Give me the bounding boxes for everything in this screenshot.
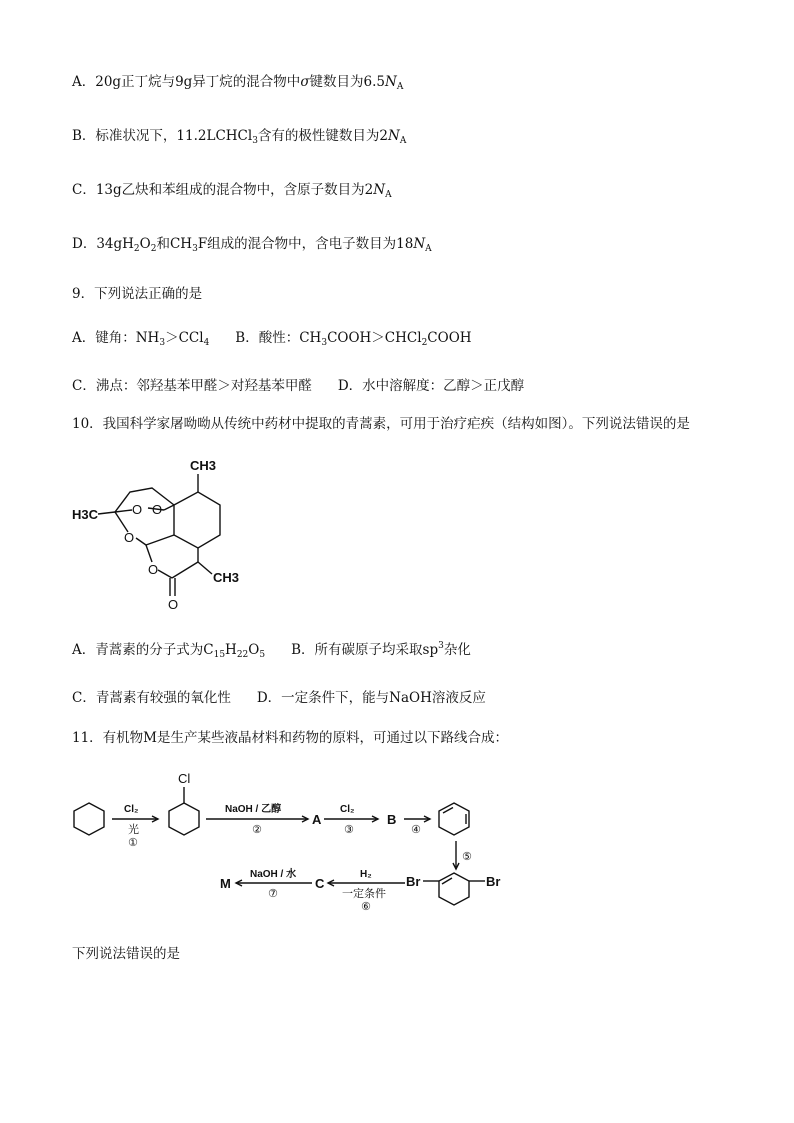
q10-options-ab xyxy=(72,640,471,660)
step1-number: ① xyxy=(128,837,138,849)
q11-stem: 11．有机物M是生产某些液晶材料和药物的原料，可通过以下路线合成： xyxy=(72,730,509,746)
synthesis-scheme xyxy=(60,765,520,915)
lactone-o-label: O xyxy=(148,562,159,577)
ether-o-label: O xyxy=(124,530,135,545)
peroxide-o1-label: O xyxy=(132,502,143,517)
q8-option-c: C．13g乙炔和苯组成的混合物中，含原子数目为$2N_A$ xyxy=(72,182,392,200)
step6-number: ⑥ xyxy=(361,901,371,913)
step6-reagent: H₂ xyxy=(360,869,372,880)
q9-option-a: A．键角：$NH_3>CCl_4$ xyxy=(72,330,210,348)
step1-condition: 光 xyxy=(128,824,139,836)
q9-options-ab xyxy=(72,328,472,348)
step7-number: ⑦ xyxy=(268,888,278,900)
step7-reagent: NaOH / 水 xyxy=(250,869,297,880)
q9-option-b: B．酸性：$CH_3COOH>CHCl_2COOH$ xyxy=(235,330,472,348)
q10-option-b: B．所有碳原子均采取$sp^3$杂化 xyxy=(291,641,471,658)
br-left-label: Br xyxy=(406,874,421,889)
compound-m: M xyxy=(220,876,231,891)
q9-options-cd xyxy=(72,376,524,396)
q8-option-b: B．标准状况下，11.2LCHCl$_3$含有的极性键数目为$2N_A$ xyxy=(72,128,407,146)
q9-option-d: D．水中溶解度：乙醇＞正戊醇 xyxy=(337,378,525,394)
q11-tail: 下列说法错误的是 xyxy=(72,946,180,962)
step2-reagent: NaOH / 乙醇 xyxy=(225,804,282,815)
chlorocyclohexane-ring xyxy=(169,803,199,835)
cyclohexane-ring xyxy=(74,803,104,835)
q10-stem: 10．我国科学家屠呦呦从传统中药材中提取的青蒿素，可用于治疗疟疾（结构如图）。下列说法错误的是 xyxy=(72,416,690,432)
artemisinin-structure xyxy=(70,450,270,620)
q10-options-cd xyxy=(72,688,486,708)
step2-number: ② xyxy=(252,824,262,836)
compound-c: C xyxy=(315,876,325,891)
compound-a: A xyxy=(312,812,322,827)
q9-option-c: C．沸点：邻羟基苯甲醛＞对羟基苯甲醛 xyxy=(72,378,312,394)
step3-reagent: Cl₂ xyxy=(340,804,355,815)
dibromocyclohexene-ring xyxy=(439,873,469,905)
step1-reagent: Cl₂ xyxy=(124,804,139,815)
q10-option-c: C．青蒿素有较强的氧化性 xyxy=(72,690,231,706)
ch3-top-label: CH3 xyxy=(190,458,217,473)
ch3-right-label: CH3 xyxy=(213,570,240,585)
step4-number: ④ xyxy=(411,824,421,836)
step3-number: ③ xyxy=(344,824,354,836)
peroxide-o2-label: O xyxy=(152,502,163,517)
compound-b: B xyxy=(387,812,397,827)
q10-option-a: A．青蒿素的分子式为$C_{15}H_{22}O_5$ xyxy=(72,642,266,660)
br-right-label: Br xyxy=(486,874,501,889)
q10-option-d: D．一定条件下，能与NaOH溶液反应 xyxy=(256,690,486,706)
q8-option-d: D．$34gH_2O_2$和$CH_3F$组成的混合物中，含电子数目为$18N_A$ xyxy=(72,236,432,254)
cyclohexadiene-ring xyxy=(439,803,469,835)
carbonyl-o-label: O xyxy=(168,597,179,612)
q8-option-a: A．20g正丁烷与9g异丁烷的混合物中σ键数目为$6.5N_A$ xyxy=(72,74,404,92)
step6-condition: 一定条件 xyxy=(342,888,386,900)
step5-number: ⑤ xyxy=(462,851,472,863)
h3c-left-label: H3C xyxy=(72,507,99,522)
q9-stem: 9．下列说法正确的是 xyxy=(72,286,203,302)
cl-substituent-label: Cl xyxy=(178,771,191,786)
